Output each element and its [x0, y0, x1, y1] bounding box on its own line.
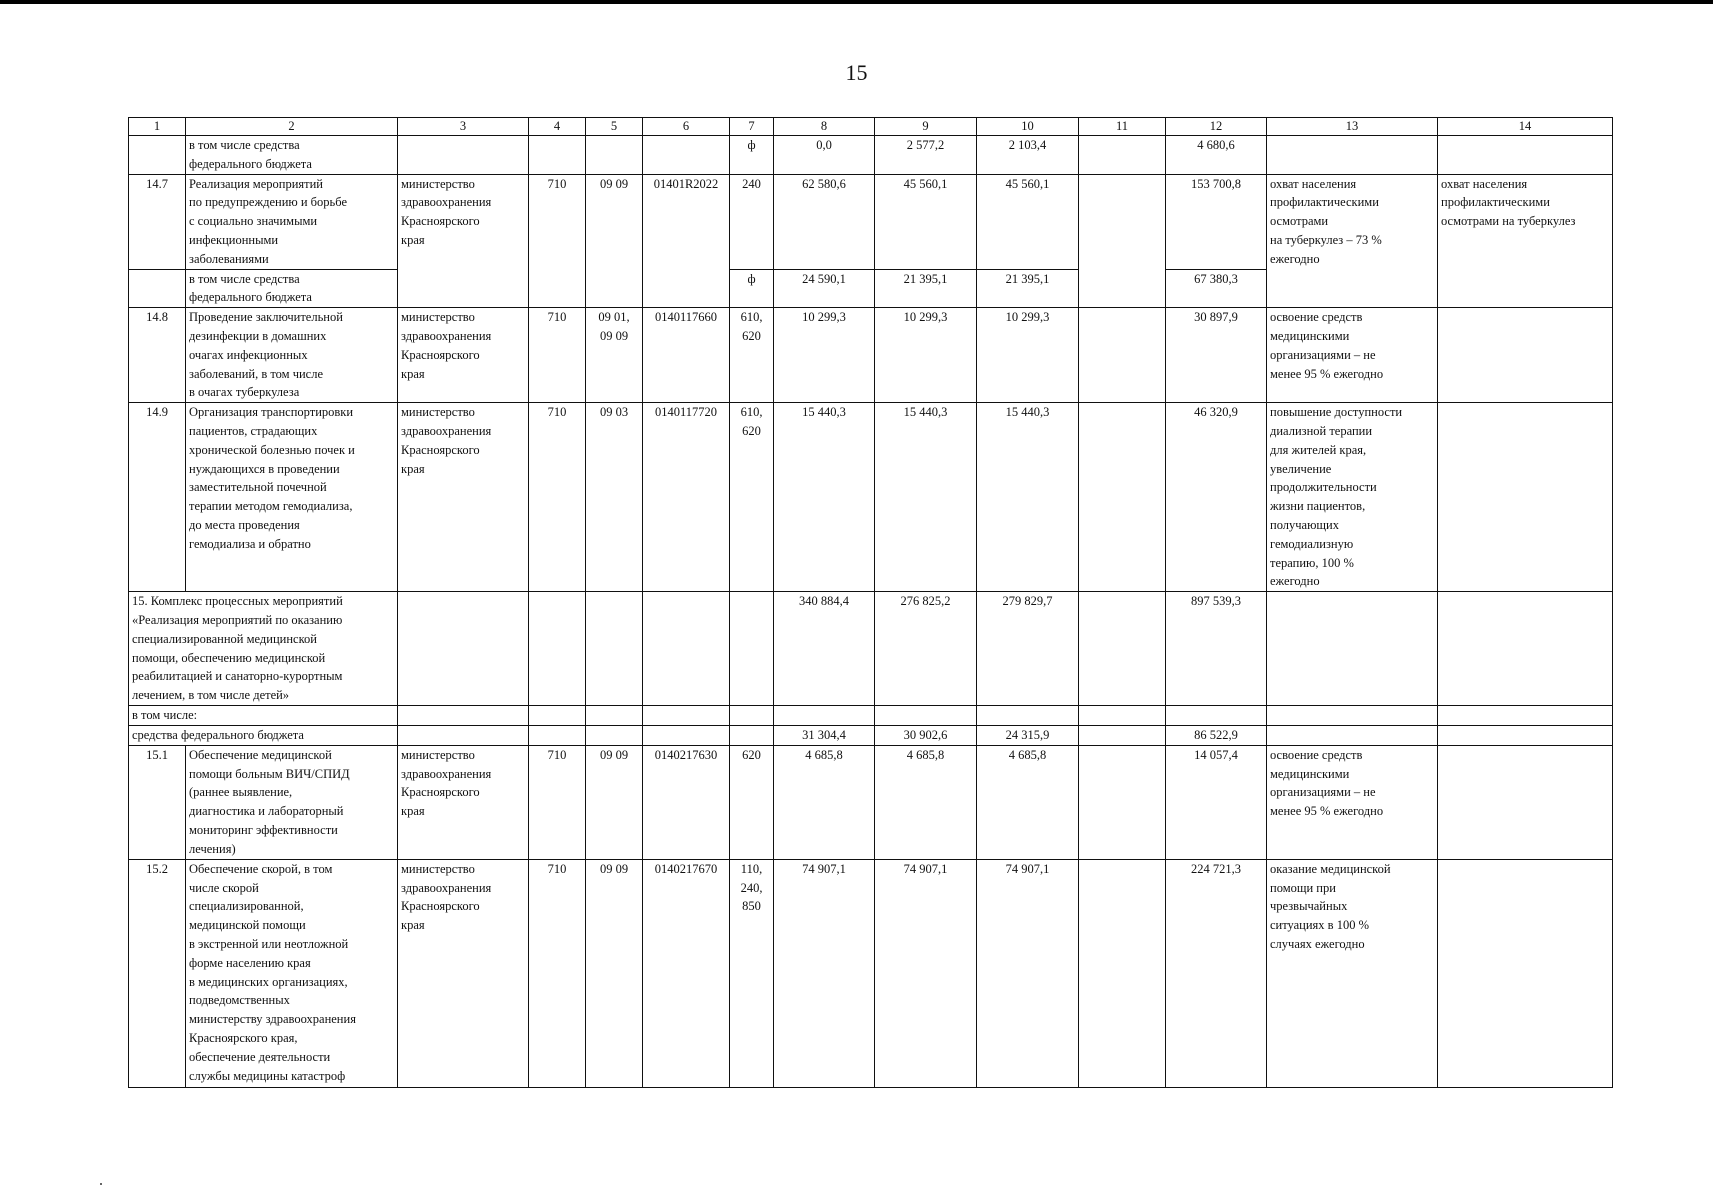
name-cell: Обеспечение медицинской помощи больным ВИЧ/СПИД (раннее выявление, диагностика и лабораторный мониторинг эффективности лечения) [186, 745, 398, 859]
table-row [129, 136, 1613, 175]
column-number: 9 [875, 118, 977, 136]
ministry-code-cell: 710 [529, 308, 586, 403]
amount-year3-cell: 15 440,3 [977, 403, 1079, 592]
column-number: 1 [129, 118, 186, 136]
amount-total-cell: 67 380,3 [1166, 269, 1267, 308]
result-cell: повышение доступности диализной терапии для жителей края, увеличение продолжительности жизни пациентов, получающих гемодиализную терапию, 100 % ежегодно [1267, 403, 1438, 592]
expense-type-cell: 610, 620 [730, 308, 774, 403]
num-cell: 14.8 [129, 308, 186, 403]
target-code-cell: 0140217630 [643, 745, 730, 859]
amount-year1-cell: 0,0 [774, 136, 875, 175]
amount-year1-cell: 10 299,3 [774, 308, 875, 403]
amount-year2-cell: 30 902,6 [875, 725, 977, 745]
amount-year1-cell: 62 580,6 [774, 174, 875, 269]
section-code-cell: 09 09 [586, 174, 643, 308]
amount-year3-cell: 279 829,7 [977, 592, 1079, 706]
expense-type-cell: 110, 240, 850 [730, 859, 774, 1087]
section-code-cell: 09 09 [586, 859, 643, 1087]
amount-year2-cell: 15 440,3 [875, 403, 977, 592]
target-code-cell: 0140117660 [643, 308, 730, 403]
amount-year1-cell: 24 590,1 [774, 269, 875, 308]
amount-year1-cell: 4 685,8 [774, 745, 875, 859]
amount-year3-cell: 21 395,1 [977, 269, 1079, 308]
amount-total-cell: 153 700,8 [1166, 174, 1267, 269]
target-code-cell: 01401R2022 [643, 174, 730, 308]
column-number: 12 [1166, 118, 1267, 136]
section-code-cell: 09 03 [586, 403, 643, 592]
expense-type-cell: 610, 620 [730, 403, 774, 592]
column-number: 11 [1079, 118, 1166, 136]
section-code-cell: 09 09 [586, 745, 643, 859]
amount-year1-cell: 31 304,4 [774, 725, 875, 745]
column-number: 10 [977, 118, 1079, 136]
column-number-row [129, 118, 1613, 136]
table-row [129, 725, 1613, 745]
name-cell: в том числе средства федерального бюджета [186, 136, 398, 175]
column-number: 6 [643, 118, 730, 136]
ministry-code-cell: 710 [529, 403, 586, 592]
amount-year3-cell: 4 685,8 [977, 745, 1079, 859]
amount-year2-cell: 45 560,1 [875, 174, 977, 269]
name-cell: Проведение заключительной дезинфекции в домашних очагах инфекционных заболеваний, в том числе в очагах туберкулеза [186, 308, 398, 403]
amount-year2-cell: 2 577,2 [875, 136, 977, 175]
amount-year3-cell: 45 560,1 [977, 174, 1079, 269]
organization-cell: министерство здравоохранения Красноярского края [398, 308, 529, 403]
amount-year2-cell: 276 825,2 [875, 592, 977, 706]
amount-year1-cell: 340 884,4 [774, 592, 875, 706]
amount-total-cell: 897 539,3 [1166, 592, 1267, 706]
amount-year2-cell: 4 685,8 [875, 745, 977, 859]
amount-year3-cell: 24 315,9 [977, 725, 1079, 745]
section-code-cell: 09 01, 09 09 [586, 308, 643, 403]
column-number: 13 [1267, 118, 1438, 136]
amount-year2-cell: 74 907,1 [875, 859, 977, 1087]
table-row [129, 308, 1613, 403]
name-cell: Организация транспортировки пациентов, страдающих хронической болезнью почек и нуждающихся в проведении заместительной почечной терапии методом гемодиализа, до места проведения гемодиализа и обратно [186, 403, 398, 592]
ministry-code-cell: 710 [529, 859, 586, 1087]
including-label-cell: в том числе: [129, 706, 398, 726]
column-number: 14 [1438, 118, 1613, 136]
column-number: 3 [398, 118, 529, 136]
amount-year3-cell: 2 103,4 [977, 136, 1079, 175]
name-cell: в том числе средства федерального бюджета [186, 269, 398, 308]
name-cell: Реализация мероприятий по предупреждению и борьбе с социально значимыми инфекционными заболеваниями [186, 174, 398, 269]
column-number: 4 [529, 118, 586, 136]
amount-total-cell: 14 057,4 [1166, 745, 1267, 859]
name-cell: Обеспечение скорой, в том числе скорой специализированной, медицинской помощи в экстренной или неотложной форме населению края в медицинских организациях, подведомственных министерству здравоохранения Красноярского края, обеспечение деятельности службы медицины катастроф [186, 859, 398, 1087]
result-cell: охват населения профилактическими осмотрами на туберкулез – 73 % ежегодно [1267, 174, 1438, 308]
name-cell: средства федерального бюджета [129, 725, 398, 745]
table-row [129, 859, 1613, 1087]
result-cell: освоение средств медицинскими организациями – не менее 95 % ежегодно [1267, 745, 1438, 859]
amount-year3-cell: 74 907,1 [977, 859, 1079, 1087]
expense-type-cell: 240 [730, 174, 774, 269]
target-code-cell: 0140117720 [643, 403, 730, 592]
amount-year2-cell: 10 299,3 [875, 308, 977, 403]
result-cell: освоение средств медицинскими организациями – не менее 95 % ежегодно [1267, 308, 1438, 403]
ministry-code-cell: 710 [529, 745, 586, 859]
amount-year3-cell: 10 299,3 [977, 308, 1079, 403]
amount-total-cell: 30 897,9 [1166, 308, 1267, 403]
amount-total-cell: 4 680,6 [1166, 136, 1267, 175]
table-row [129, 174, 1613, 269]
num-cell: 15.1 [129, 745, 186, 859]
expense-type-cell: 620 [730, 745, 774, 859]
table-row [129, 592, 1613, 706]
target-code-cell: 0140217670 [643, 859, 730, 1087]
funding-type-cell: ф [730, 269, 774, 308]
scan-speck [100, 1183, 102, 1185]
column-number: 7 [730, 118, 774, 136]
amount-year1-cell: 15 440,3 [774, 403, 875, 592]
complex-name-cell: 15. Комплекс процессных мероприятий «Реализация мероприятий по оказанию специализированной медицинской помощи, обеспечению медицинской реабилитацией и санаторно-курортным лечением, в том числе детей» [129, 592, 398, 706]
column-number: 2 [186, 118, 398, 136]
num-cell [129, 136, 186, 175]
organization-cell: министерство здравоохранения Красноярского края [398, 859, 529, 1087]
amount-total-cell: 46 320,9 [1166, 403, 1267, 592]
amount-total-cell: 86 522,9 [1166, 725, 1267, 745]
organization-cell: министерство здравоохранения Красноярского края [398, 174, 529, 308]
column-number: 5 [586, 118, 643, 136]
table-row [129, 403, 1613, 592]
amount-year1-cell: 74 907,1 [774, 859, 875, 1087]
organization-cell: министерство здравоохранения Красноярского края [398, 403, 529, 592]
organization-cell: министерство здравоохранения Красноярского края [398, 745, 529, 859]
program-table [128, 117, 1613, 1088]
amount-total-cell: 224 721,3 [1166, 859, 1267, 1087]
num-cell: 14.7 [129, 174, 186, 269]
column-number: 8 [774, 118, 875, 136]
table-row [129, 706, 1613, 726]
result-cell: оказание медицинской помощи при чрезвычайных ситуациях в 100 % случаях ежегодно [1267, 859, 1438, 1087]
table-row [129, 745, 1613, 859]
num-cell: 14.9 [129, 403, 186, 592]
page-number: 15 [845, 60, 868, 85]
indicator-cell: охват населения профилактическими осмотрами на туберкулез [1438, 174, 1613, 308]
ministry-code-cell: 710 [529, 174, 586, 308]
scan-top-border [0, 0, 1713, 4]
num-cell: 15.2 [129, 859, 186, 1087]
funding-type-cell: ф [730, 136, 774, 175]
amount-year2-cell: 21 395,1 [875, 269, 977, 308]
